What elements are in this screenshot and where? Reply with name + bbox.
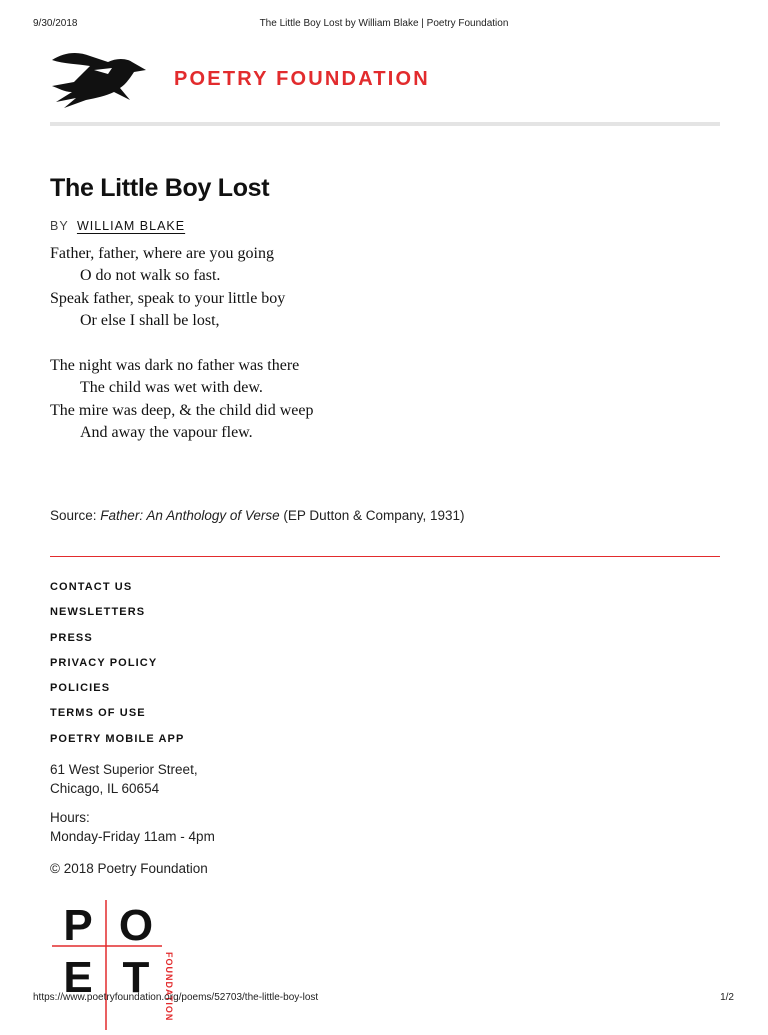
by-label: BY	[50, 219, 69, 233]
footer-link-newsletters[interactable]: NEWSLETTERS	[50, 606, 146, 619]
footer-link-policies[interactable]: POLICIES	[50, 682, 111, 695]
poem-line: The child was wet with dew.	[80, 379, 263, 397]
footer-links	[50, 577, 184, 754]
print-page-title: The Little Boy Lost by William Blake | Poetry Foundation	[259, 18, 509, 29]
address-line: 61 West Superior Street,	[50, 762, 198, 777]
poem-line: Speak father, speak to your little boy	[50, 289, 286, 307]
stanza-break	[50, 333, 313, 355]
footer-divider	[50, 556, 720, 557]
byline	[50, 219, 185, 233]
copyright: © 2018 Poetry Foundation	[50, 861, 208, 876]
poem-line: Father, father, where are you going	[50, 245, 274, 262]
poem-body	[50, 243, 313, 445]
footer-link-privacy-policy[interactable]: PRIVACY POLICY	[50, 656, 158, 669]
footer-link-poetry-mobile-app[interactable]: POETRY MOBILE APP	[50, 732, 185, 745]
print-url: https://www.poetryfoundation.org/poems/52703/the-little-boy-lost	[33, 992, 319, 1003]
footer-link-terms-of-use[interactable]: TERMS OF USE	[50, 707, 146, 720]
author-link[interactable]: WILLIAM BLAKE	[76, 219, 186, 233]
poem-line: Or else I shall be lost,	[80, 312, 220, 330]
poem-line: And away the vapour flew.	[80, 424, 253, 442]
hours	[50, 808, 215, 846]
source-work: Father: An Anthology of Verse	[100, 508, 280, 523]
poet-logo	[50, 900, 174, 1022]
logo-letter: T	[122, 953, 150, 1002]
print-page-number: 1/2	[720, 992, 734, 1003]
print-date: 9/30/2018	[33, 18, 78, 29]
source-details: (EP Dutton & Company, 1931)	[283, 508, 465, 523]
logo-side-text: FOUNDATION	[164, 952, 174, 1022]
address	[50, 760, 198, 798]
source-label: Source:	[50, 508, 97, 523]
poem-title: The Little Boy Lost	[50, 174, 270, 202]
bird-icon	[50, 48, 148, 110]
header-divider	[50, 122, 720, 126]
logo-letter: O	[118, 901, 154, 950]
masthead	[50, 48, 720, 112]
poem-source	[50, 508, 465, 523]
poem-line: The mire was deep, & the child did weep	[50, 401, 314, 419]
poem-line: O do not walk so fast.	[80, 267, 221, 285]
poet-logo-mark	[50, 900, 174, 1030]
footer-link-press[interactable]: PRESS	[50, 631, 93, 644]
hours-label: Hours:	[50, 810, 90, 825]
footer-link-contact-us[interactable]: CONTACT US	[50, 581, 133, 593]
address-line: Chicago, IL 60654	[50, 781, 160, 796]
hours-value: Monday-Friday 11am - 4pm	[50, 829, 215, 844]
poem-line: The night was dark no father was there	[50, 357, 300, 375]
logo-letter: E	[63, 953, 93, 1002]
brand-name: POETRY FOUNDATION	[174, 68, 430, 90]
logo-letter: P	[63, 901, 93, 950]
